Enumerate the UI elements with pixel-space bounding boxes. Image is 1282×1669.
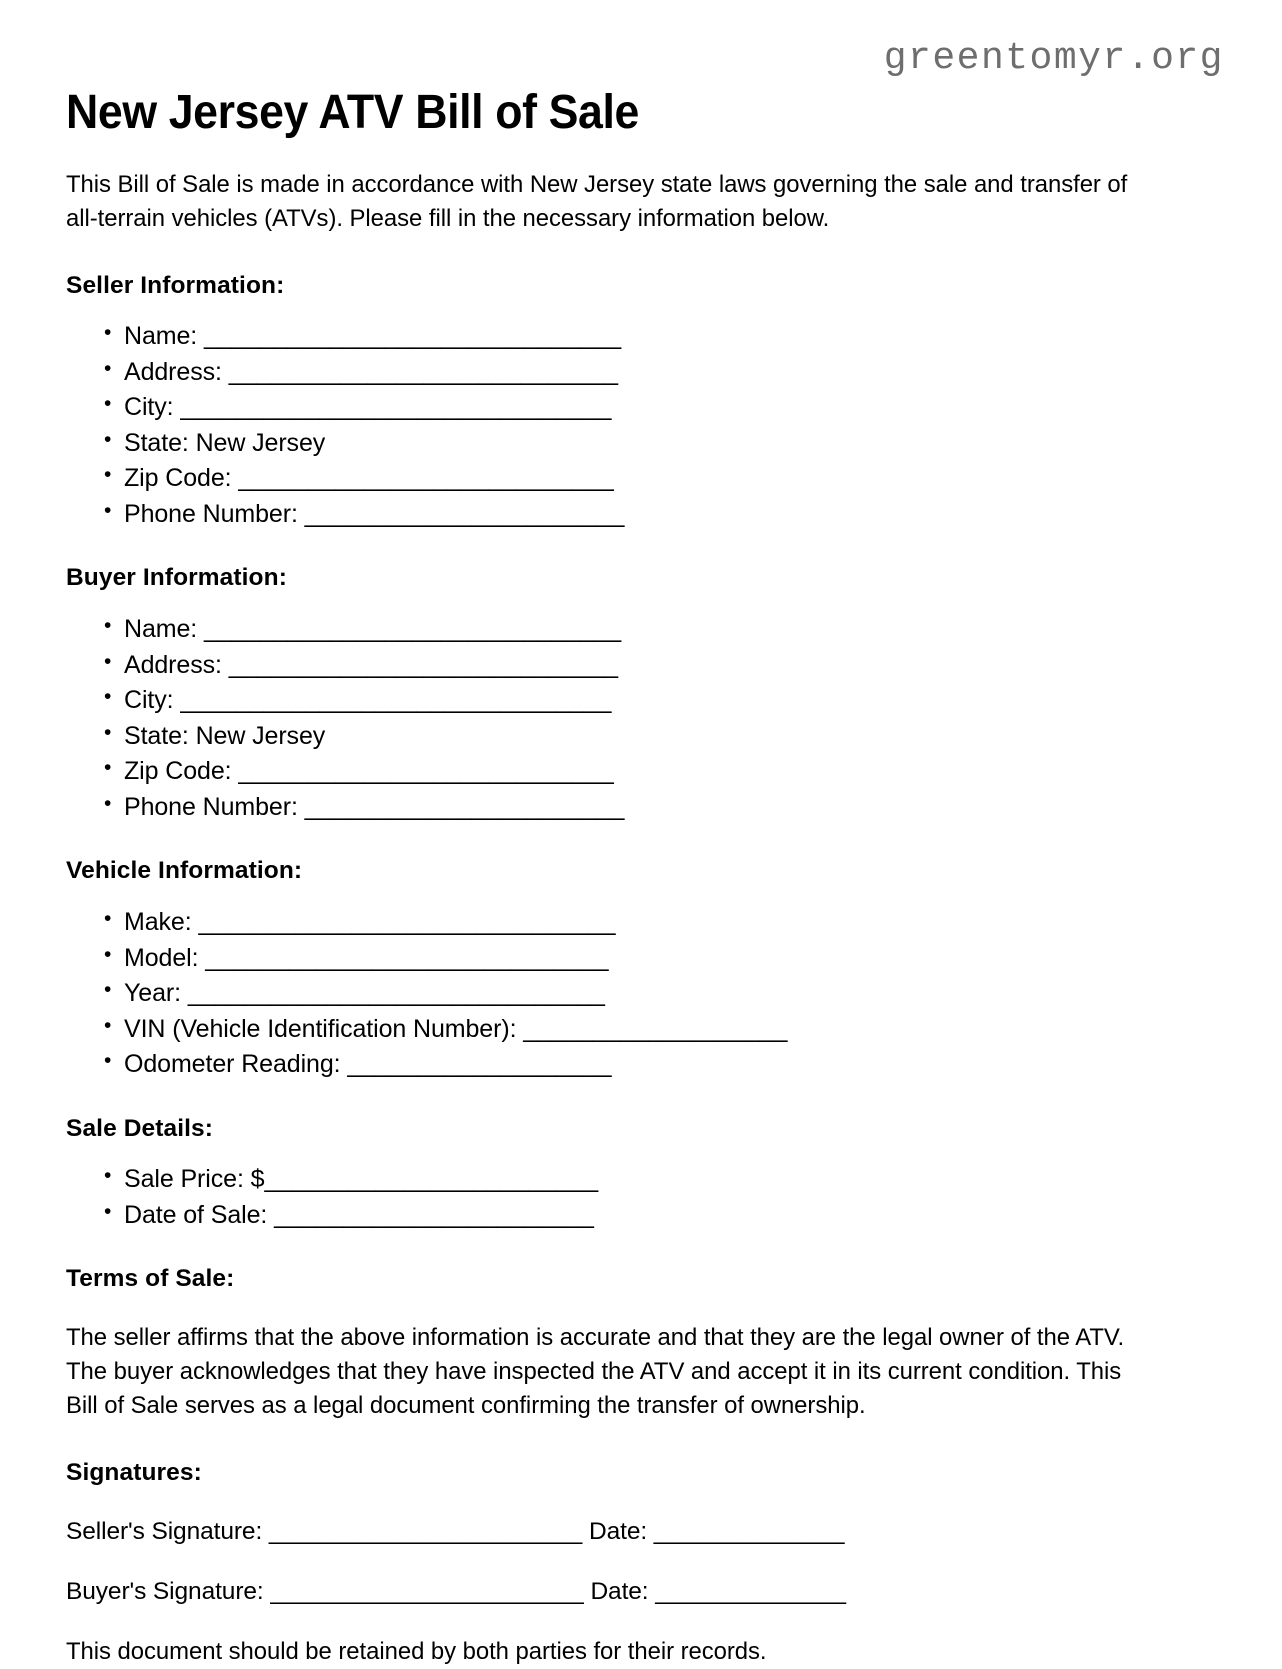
spacer xyxy=(66,1233,1156,1263)
list-item xyxy=(66,497,1156,533)
terms-paragraph: The seller affirms that the above information is accurate and that they are the legal owner of the ATV. The buyer acknowledges that they have inspected the ATV and accept it in its current condition. This Bill of Sale serves as a legal document confirming the transfer of ownership. xyxy=(66,1324,1125,1419)
buyer-signature-row xyxy=(66,1575,1156,1609)
buyer-date-blank[interactable]: ______________ xyxy=(655,1577,846,1605)
field-blank[interactable]: ______________________________ xyxy=(187,979,605,1008)
field-label: Date of Sale: xyxy=(124,1200,275,1229)
spacer xyxy=(66,1295,1156,1321)
list-item xyxy=(66,719,1156,755)
seller-signature-row xyxy=(66,1515,1156,1549)
spacer xyxy=(66,887,1156,905)
seller-date-label: Date: xyxy=(582,1517,654,1545)
spacer xyxy=(66,1609,1156,1635)
field-blank[interactable]: ___________________________ xyxy=(238,464,614,493)
seller-section-heading: Seller Information: xyxy=(66,271,285,299)
list-item xyxy=(66,319,1156,355)
field-label: Phone Number: xyxy=(124,792,305,821)
seller-signature-label: Seller's Signature: xyxy=(66,1517,269,1545)
field-label: Name: xyxy=(124,322,204,351)
field-label: Model: xyxy=(124,943,206,972)
spacer xyxy=(66,1083,1156,1113)
buyer-section-heading: Buyer Information: xyxy=(66,564,287,592)
seller-signature-blank[interactable]: _______________________ xyxy=(268,1517,583,1545)
field-blank[interactable]: ______________________________ xyxy=(203,322,622,351)
buyer-signature-blank[interactable]: _______________________ xyxy=(270,1577,584,1605)
spacer xyxy=(66,1423,1156,1457)
field-label: Zip Code: xyxy=(124,464,239,493)
seller-field-list xyxy=(66,319,1156,532)
list-item xyxy=(66,976,1156,1012)
field-blank[interactable]: _______________________ xyxy=(274,1200,594,1229)
field-blank[interactable]: _____________________________ xyxy=(205,943,609,972)
field-blank[interactable]: ____________________________ xyxy=(228,357,619,386)
field-label: VIN (Vehicle Identification Number): xyxy=(124,1014,524,1043)
field-label: City: xyxy=(124,686,181,715)
field-blank[interactable]: ___________________ xyxy=(347,1050,612,1079)
list-item xyxy=(66,683,1156,719)
list-item xyxy=(66,754,1156,790)
buyer-field-list xyxy=(66,612,1156,825)
spacer xyxy=(66,532,1156,562)
list-item xyxy=(66,426,1156,462)
field-blank[interactable]: _______________________ xyxy=(304,499,625,528)
page-title: New Jersey ATV Bill of Sale xyxy=(66,86,639,139)
list-item xyxy=(66,790,1156,826)
field-label: Make: xyxy=(124,908,199,937)
sale-details-section-heading: Sale Details: xyxy=(66,1114,214,1142)
list-item xyxy=(66,612,1156,648)
signatures-section-heading: Signatures: xyxy=(66,1458,202,1486)
field-blank[interactable]: _______________________________ xyxy=(180,393,612,422)
retention-note: This document should be retained by both parties for their records. xyxy=(66,1638,767,1666)
vehicle-field-list xyxy=(66,905,1156,1083)
intro-paragraph: This Bill of Sale is made in accordance with New Jersey state laws governing the sale and transfer of all-terrain vehicles (ATVs). Please fill in the necessary information below. xyxy=(66,171,1128,232)
field-label: City: xyxy=(124,393,181,422)
list-item xyxy=(66,905,1156,941)
field-label: Zip Code: xyxy=(124,757,239,786)
list-item xyxy=(66,1012,1156,1048)
field-blank[interactable]: ______________________________ xyxy=(198,908,616,937)
list-item xyxy=(66,1162,1156,1198)
list-item xyxy=(66,355,1156,391)
list-item xyxy=(66,1047,1156,1083)
spacer xyxy=(66,825,1156,855)
field-label: Odometer Reading: xyxy=(124,1050,348,1079)
buyer-date-label: Date: xyxy=(583,1577,656,1605)
list-item xyxy=(66,390,1156,426)
spacer xyxy=(66,236,1156,270)
spacer xyxy=(66,1549,1156,1575)
spacer xyxy=(66,594,1156,612)
field-label: Sale Price: $ xyxy=(124,1165,265,1194)
field-blank[interactable]: ______________________________ xyxy=(203,615,622,644)
spacer xyxy=(66,1144,1156,1162)
field-label: State: New Jersey xyxy=(124,721,326,750)
vehicle-section-heading: Vehicle Information: xyxy=(66,857,303,885)
field-label: State: New Jersey xyxy=(124,428,326,457)
spacer xyxy=(66,1489,1156,1515)
list-item xyxy=(66,461,1156,497)
field-blank[interactable]: _______________________________ xyxy=(180,686,612,715)
field-label: Address: xyxy=(124,650,229,679)
buyer-signature-label: Buyer's Signature: xyxy=(66,1577,271,1605)
field-label: Phone Number: xyxy=(124,499,305,528)
site-watermark: greentomyr.org xyxy=(883,37,1224,80)
field-blank[interactable]: ___________________ xyxy=(523,1014,788,1043)
seller-date-blank[interactable]: ______________ xyxy=(653,1517,845,1545)
field-label: Name: xyxy=(124,615,204,644)
list-item xyxy=(66,1198,1156,1234)
field-blank[interactable]: ________________________ xyxy=(264,1165,599,1194)
field-blank[interactable]: ____________________________ xyxy=(228,650,619,679)
field-blank[interactable]: _______________________ xyxy=(304,792,625,821)
field-label: Year: xyxy=(124,979,188,1008)
list-item xyxy=(66,941,1156,977)
document-body xyxy=(66,168,1156,1669)
terms-section-heading: Terms of Sale: xyxy=(66,1265,235,1293)
spacer xyxy=(66,301,1156,319)
field-blank[interactable]: ___________________________ xyxy=(238,757,614,786)
sale-details-field-list xyxy=(66,1162,1156,1233)
field-label: Address: xyxy=(124,357,229,386)
list-item xyxy=(66,648,1156,684)
